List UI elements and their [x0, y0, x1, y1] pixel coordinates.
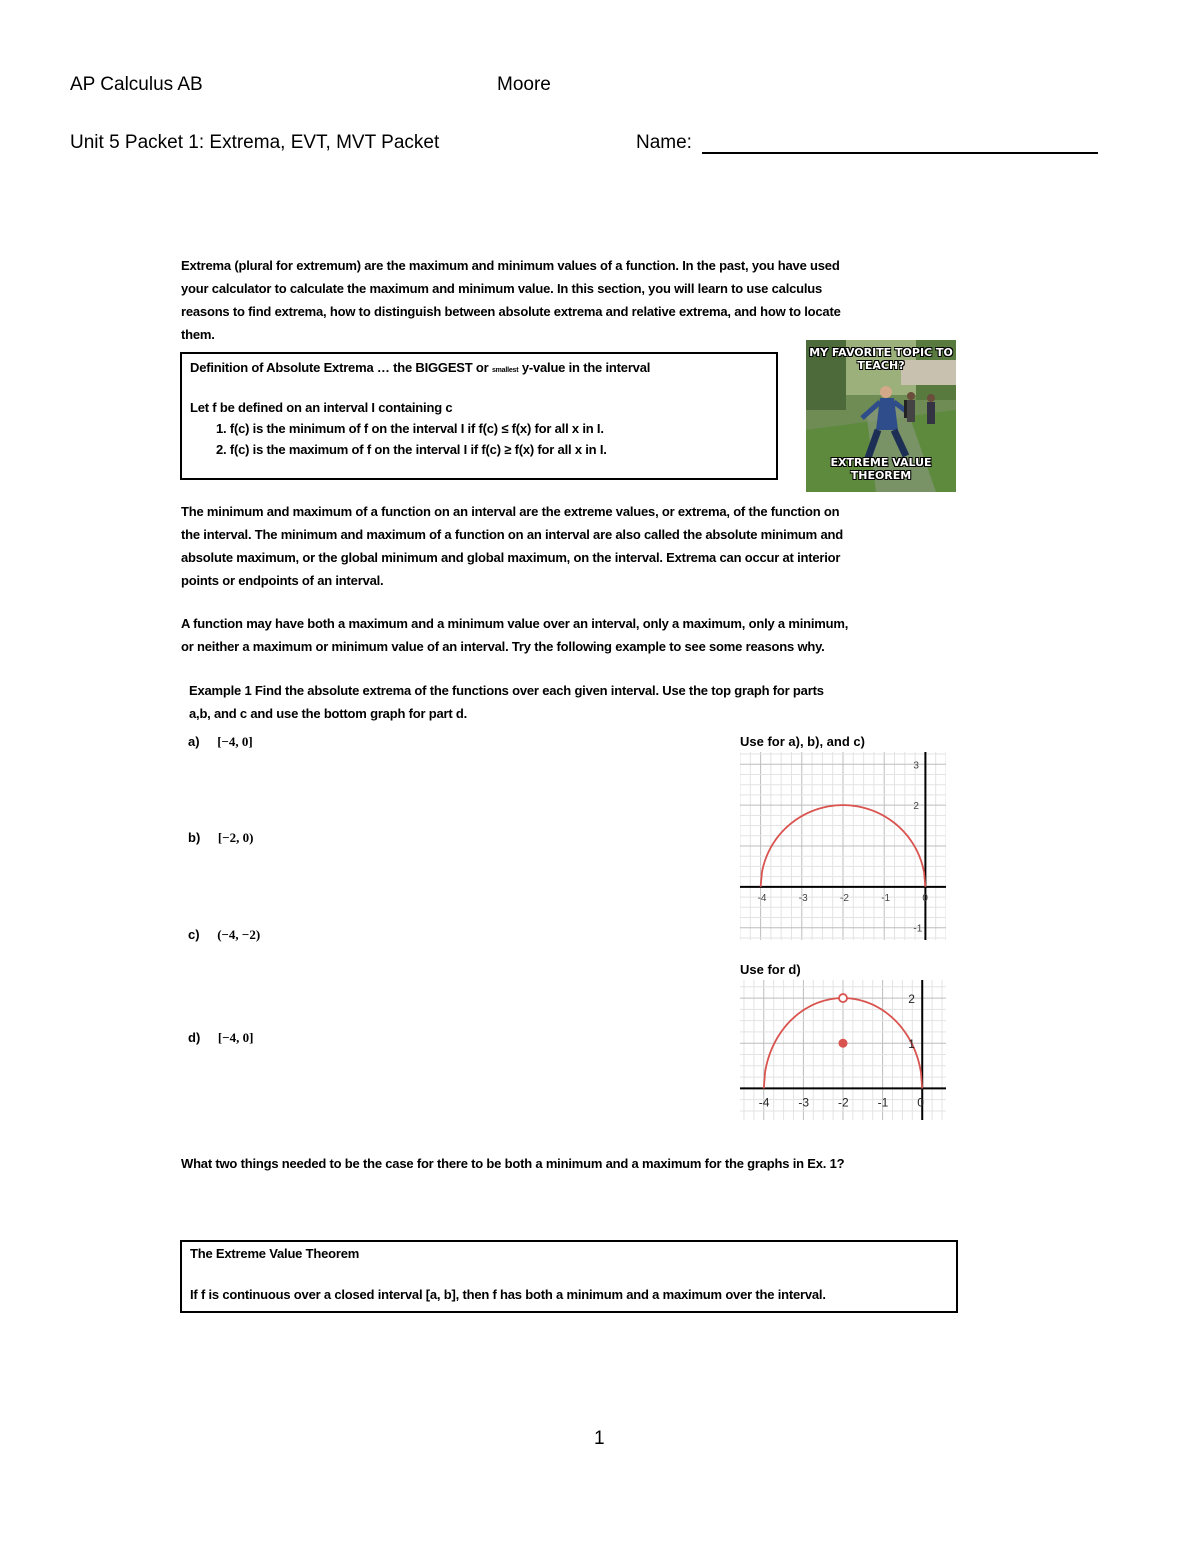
para-line: absolute maximum, or the global minimum and global maximum, on the interval. Extrema can occur at interior: [181, 550, 841, 565]
graph-bottom-x-tick: -2: [838, 1095, 849, 1110]
graph-bottom-closed-point: [839, 1039, 848, 1048]
graph-bottom-x-tick: -4: [758, 1095, 770, 1110]
part-d: d) [−4, 0]: [188, 1030, 254, 1045]
course-title: AP Calculus AB: [70, 74, 203, 95]
graph-top: [740, 752, 946, 940]
graph-top-y-tick: -1: [913, 923, 923, 935]
evt-statement: If f is continuous over a closed interval [a, b], then f has both a minimum and a maximum over the interval.: [190, 1287, 826, 1302]
graph-top-x-tick: 0: [922, 892, 928, 904]
evt-title: The Extreme Value Theorem: [190, 1246, 360, 1261]
graph-bottom-x-tick: 0: [917, 1095, 924, 1110]
definition-title: Definition of Absolute Extrema … the BIGGEST or smallest y-value in the interval: [190, 360, 651, 375]
example-1-prompt: [189, 679, 969, 725]
extrema-paragraph: [181, 500, 971, 592]
meme-bottom-caption: EXTREME VALUE THEOREM: [830, 456, 932, 482]
definition-item-1: 1. f(c) is the minimum of f on the interval I if f(c) ≤ f(x) for all x in I.: [216, 421, 604, 436]
graph-top-x-tick: -3: [798, 892, 808, 904]
para-line: the interval. The minimum and maximum of a function on an interval are also called the absolute minimum and: [181, 527, 843, 542]
graph-bottom-label: Use for d): [740, 962, 801, 977]
function-paragraph: [181, 612, 971, 658]
intro-line: reasons to find extrema, how to distinguish between absolute extrema and relative extrema, and how to locate: [181, 304, 841, 319]
unit-title: Unit 5 Packet 1: Extrema, EVT, MVT Packet: [70, 132, 440, 153]
graph-top-y-tick: 3: [913, 760, 919, 772]
graph-top-x-tick: -1: [881, 892, 891, 904]
definition-item-2: 2. f(c) is the maximum of f on the interval I if f(c) ≥ f(x) for all x in I.: [216, 442, 607, 457]
intro-paragraph: [181, 254, 961, 346]
teacher-name: Moore: [497, 74, 551, 95]
name-label: Name:: [636, 132, 692, 153]
evt-box: [180, 1240, 958, 1313]
graph-bottom: [740, 980, 946, 1120]
part-b: b) [−2, 0): [188, 830, 254, 845]
intro-line: Extrema (plural for extremum) are the maximum and minimum values of a function. In the past, you have used: [181, 258, 840, 273]
para-line: or neither a maximum or minimum value of an interval. Try the following example to see some reasons why.: [181, 639, 825, 654]
name-blank-line[interactable]: [702, 152, 1098, 154]
example-line: a,b, and c and use the bottom graph for part d.: [189, 706, 468, 721]
graph-bottom-x-tick: -1: [877, 1095, 889, 1110]
definition-box: [180, 352, 778, 480]
graph-bottom-x-tick: -3: [798, 1095, 810, 1110]
graph-top-y-tick: 2: [913, 801, 919, 813]
graph-top-x-tick: -4: [757, 892, 767, 904]
para-line: A function may have both a maximum and a minimum value over an interval, only a maximum, only a minimum,: [181, 616, 849, 631]
graph-top-x-tick: -2: [840, 892, 849, 904]
definition-let: Let f be defined on an interval I containing c: [190, 400, 453, 415]
graph-bottom-open-point: [839, 994, 847, 1002]
question-text: What two things needed to be the case for there to be both a minimum and a maximum for the graphs in Ex. 1?: [181, 1156, 845, 1171]
intro-line: your calculator to calculate the maximum and minimum value. In this section, you will learn to use calculus: [181, 281, 823, 296]
page-number: 1: [594, 1428, 605, 1449]
meme-top-caption: MY FAVORITE TOPIC TO TEACH?: [809, 346, 953, 372]
example-line: Example 1 Find the absolute extrema of the functions over each given interval. Use the top graph for parts: [189, 683, 824, 698]
graph-bottom-y-tick: 1: [908, 1037, 915, 1052]
para-line: points or endpoints of an interval.: [181, 573, 384, 588]
part-a: a) [−4, 0]: [188, 734, 253, 749]
part-c: c) (−4, −2): [188, 927, 261, 942]
graph-top-label: Use for a), b), and c): [740, 734, 865, 749]
meme-image: [806, 340, 956, 492]
graph-bottom-y-tick: 2: [908, 992, 915, 1007]
intro-line: them.: [181, 327, 215, 342]
para-line: The minimum and maximum of a function on an interval are the extreme values, or extrema, of the function on: [181, 504, 840, 519]
